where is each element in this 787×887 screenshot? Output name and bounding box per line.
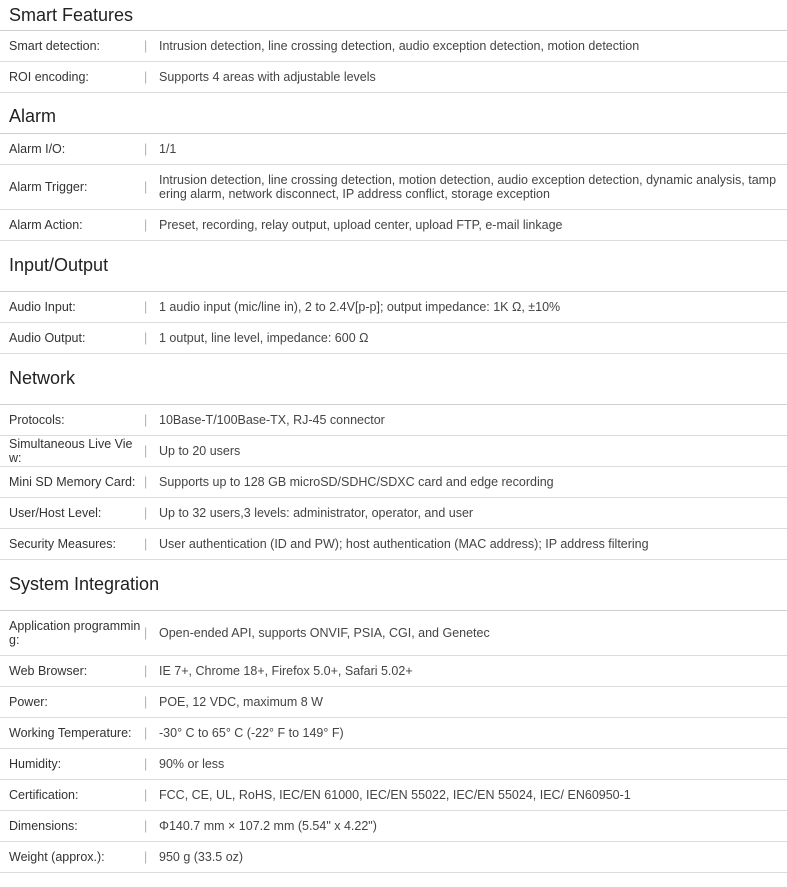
spec-label: Weight (approx.): [9,850,105,864]
spec-label: Web Browser: [9,664,88,678]
spec-label: Dimensions: [9,819,78,833]
spec-row [0,811,787,842]
separator: | [144,695,148,709]
spec-label: User/Host Level: [9,506,102,520]
spec-value: Φ140.7 mm × 107.2 mm (5.54" x 4.22") [159,819,377,833]
spec-row [0,718,787,749]
spec-row [0,323,787,354]
separator: | [144,39,148,53]
spec-label: Protocols: [9,413,65,427]
separator: | [144,788,148,802]
separator: | [144,70,148,84]
spec-value: POE, 12 VDC, maximum 8 W [159,695,323,709]
spec-label: Application programming: [9,619,141,647]
spec-value: User authentication (ID and PW); host authentication (MAC address); IP address filtering [159,537,649,551]
separator: | [144,537,148,551]
spec-value: FCC, CE, UL, RoHS, IEC/EN 61000, IEC/EN 55022, IEC/EN 55024, IEC/ EN60950-1 [159,788,631,802]
spec-value: IE 7+, Chrome 18+, Firefox 5.0+, Safari 5.02+ [159,664,413,678]
spec-label: Certification: [9,788,79,802]
section-alarm [0,93,787,241]
spec-label: Smart detection: [9,39,101,53]
separator: | [144,726,148,740]
spec-label: Alarm Action: [9,218,83,232]
separator: | [144,331,148,345]
spec-value: Supports up to 128 GB microSD/SDHC/SDXC card and edge recording [159,475,554,489]
section-network [0,354,787,560]
separator: | [144,850,148,864]
spec-value: Open-ended API, supports ONVIF, PSIA, CGI, and Genetec [159,626,490,640]
spec-row [0,780,787,811]
spec-row [0,436,787,467]
spec-row [0,165,787,210]
separator: | [144,218,148,232]
spec-row [0,467,787,498]
spec-value: Up to 20 users [159,444,241,458]
section-smart-features [0,0,787,93]
spec-row [0,498,787,529]
spec-value: 1 output, line level, impedance: 600 Ω [159,331,369,345]
spec-value: Up to 32 users,3 levels: administrator, operator, and user [159,506,474,520]
separator: | [144,757,148,771]
spec-label: Power: [9,695,48,709]
separator: | [144,626,148,640]
spec-value: Intrusion detection, line crossing detection, audio exception detection, motion detection [159,39,640,53]
separator: | [144,444,148,458]
separator: | [144,300,148,314]
spec-row [0,611,787,656]
spec-row [0,749,787,780]
spec-value: 950 g (33.5 oz) [159,850,244,864]
separator: | [144,664,148,678]
spec-label: ROI encoding: [9,70,89,84]
spec-value: 1 audio input (mic/line in), 2 to 2.4V[p-p]; output impedance: 1K Ω, ±10% [159,300,561,314]
spec-row [0,656,787,687]
spec-value: Preset, recording, relay output, upload center, upload FTP, e-mail linkage [159,218,563,232]
spec-row [0,62,787,93]
separator: | [144,819,148,833]
spec-label: Working Temperature: [9,726,132,740]
spec-label: Audio Output: [9,331,86,345]
spec-value: 10Base-T/100Base-TX, RJ-45 connector [159,413,385,427]
spec-row [0,405,787,436]
spec-label: Simultaneous Live View: [9,437,133,465]
spec-row [0,31,787,62]
separator: | [144,142,148,156]
section-title: Input/Output [0,241,787,292]
spec-value: Intrusion detection, line crossing detection, motion detection, audio exception detection, dynamic analysis, tampering alarm, network disconnect, IP address conflict, storage exception [159,173,777,201]
section-title: Alarm [0,93,787,134]
spec-row [0,842,787,873]
spec-label: Humidity: [9,757,62,771]
spec-value: 1/1 [159,142,177,156]
spec-label: Alarm I/O: [9,142,66,156]
spec-label: Audio Input: [9,300,76,314]
spec-row [0,134,787,165]
spec-value: Supports 4 areas with adjustable levels [159,70,376,84]
section-title: Network [0,354,787,405]
separator: | [144,180,148,194]
section-title: Smart Features [0,0,787,31]
spec-value: 90% or less [159,757,225,771]
separator: | [144,506,148,520]
spec-label: Security Measures: [9,537,116,551]
section-input-output [0,241,787,354]
separator: | [144,475,148,489]
separator: | [144,413,148,427]
section-system-integration [0,560,787,873]
spec-value: -30° C to 65° C (-22° F to 149° F) [159,726,344,740]
spec-row [0,529,787,560]
spec-label: Mini SD Memory Card: [9,475,136,489]
section-title: System Integration [0,560,787,611]
spec-label: Alarm Trigger: [9,180,88,194]
spec-row [0,292,787,323]
spec-row [0,210,787,241]
spec-row [0,687,787,718]
